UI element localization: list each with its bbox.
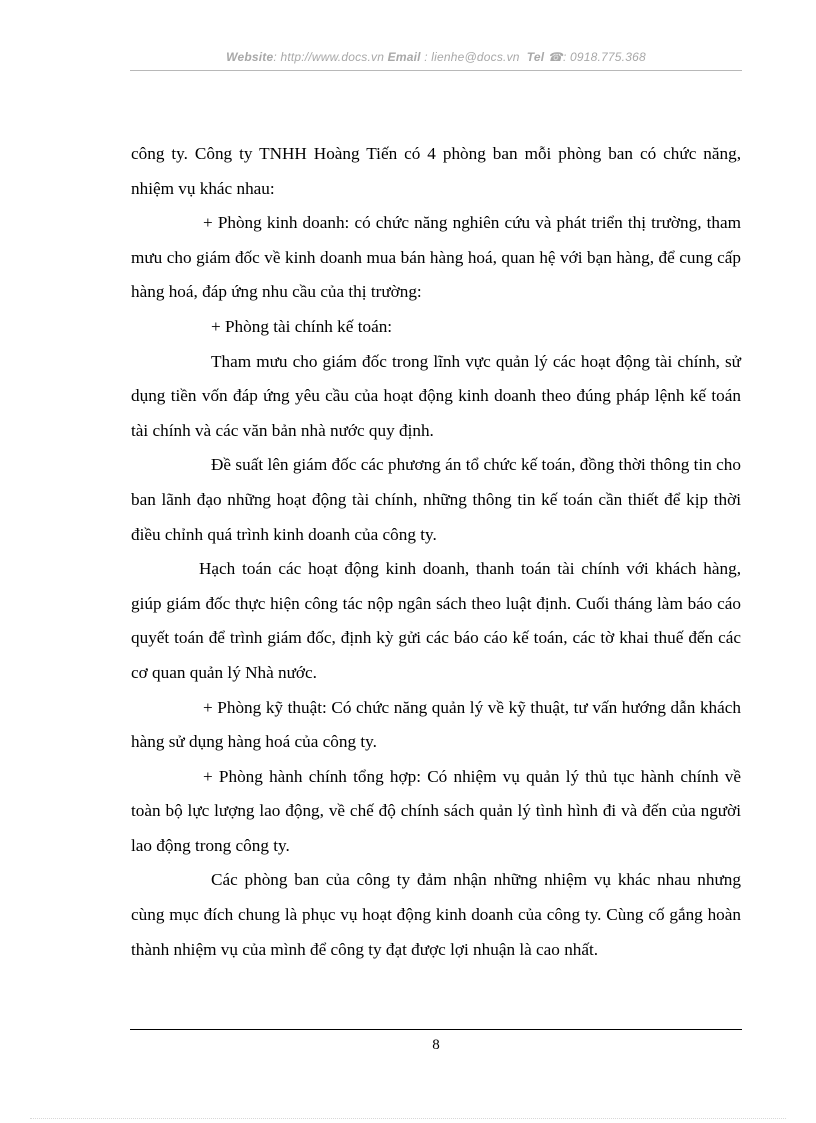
paragraph: Đề suất lên giám đốc các phương án tổ chức kế toán, đồng thời thông tin cho ban lãnh đạo những hoạt động tài chính, những thông tin kế toán cần thiết để kịp thời điều chỉnh quá trình kinh doanh của công ty.: [131, 455, 741, 544]
paragraph: + Phòng kỹ thuật: Có chức năng quản lý về kỹ thuật, tư vấn hướng dẫn khách hàng sử dụng hàng hoá của công ty.: [131, 697, 741, 752]
paragraph: Các phòng ban của công ty đảm nhận những nhiệm vụ khác nhau nhưng cùng mục đích chung là phục vụ hoạt động kinh doanh của công ty. Cùng cố gắng hoàn thành nhiệm vụ của mình để công ty đạt được lợi nhuận là cao nhất.: [131, 870, 741, 959]
email-address[interactable]: lienhe@docs.vn: [431, 50, 520, 64]
paragraph: công ty. Công ty TNHH Hoàng Tiến có 4 phòng ban mỗi phòng ban có chức năng, nhiệm vụ khác nhau:: [131, 144, 741, 198]
paragraph: + Phòng hành chính tổng hợp: Có nhiệm vụ quản lý thủ tục hành chính về toàn bộ lực lượng lao động, về chế độ chính sách quản lý tình hình đi và đến của người lao động trong công ty.: [131, 766, 741, 855]
tel-number: : 0918.775.368: [562, 50, 646, 64]
paragraph: Hạch toán các hoạt động kinh doanh, thanh toán tài chính với khách hàng, giúp giám đốc thực hiện công tác nộp ngân sách theo luật định. Cuối tháng làm báo cáo quyết toán để trình giám đốc, định kỳ gửi các báo cáo kế toán, các tờ khai thuế đến các cơ quan quản lý Nhà nước.: [131, 559, 741, 682]
phone-icon: ☎: [547, 50, 563, 64]
header-divider: [130, 70, 742, 71]
footer-divider: [130, 1029, 742, 1030]
paragraph: Tham mưu cho giám đốc trong lĩnh vực quản lý các hoạt động tài chính, sử dụng tiền vốn đáp ứng yêu cầu của hoạt động kinh doanh theo đúng pháp lệnh kế toán tài chính và các văn bản nhà nước quy định.: [131, 351, 741, 440]
website-separator: :: [273, 50, 281, 64]
email-separator: :: [420, 50, 432, 64]
email-label: Email: [387, 50, 421, 64]
paragraph: + Phòng kinh doanh: có chức năng nghiên cứu và phát triển thị trường, tham mưu cho giám đốc về kinh doanh mua bán hàng hoá, quan hệ với bạn hàng, để cung cấp hàng hoá, đáp ứng nhu cầu của thị trường:: [131, 213, 741, 302]
page-bottom-border: [30, 1118, 786, 1119]
paragraph: + Phòng tài chính kế toán:: [211, 316, 393, 336]
page-number: 8: [432, 1037, 440, 1053]
tel-label: Tel: [526, 50, 545, 64]
website-url[interactable]: http://www.docs.vn: [280, 50, 385, 64]
document-body: [131, 137, 741, 967]
website-label: Website: [226, 50, 274, 64]
page-header: [130, 50, 742, 64]
